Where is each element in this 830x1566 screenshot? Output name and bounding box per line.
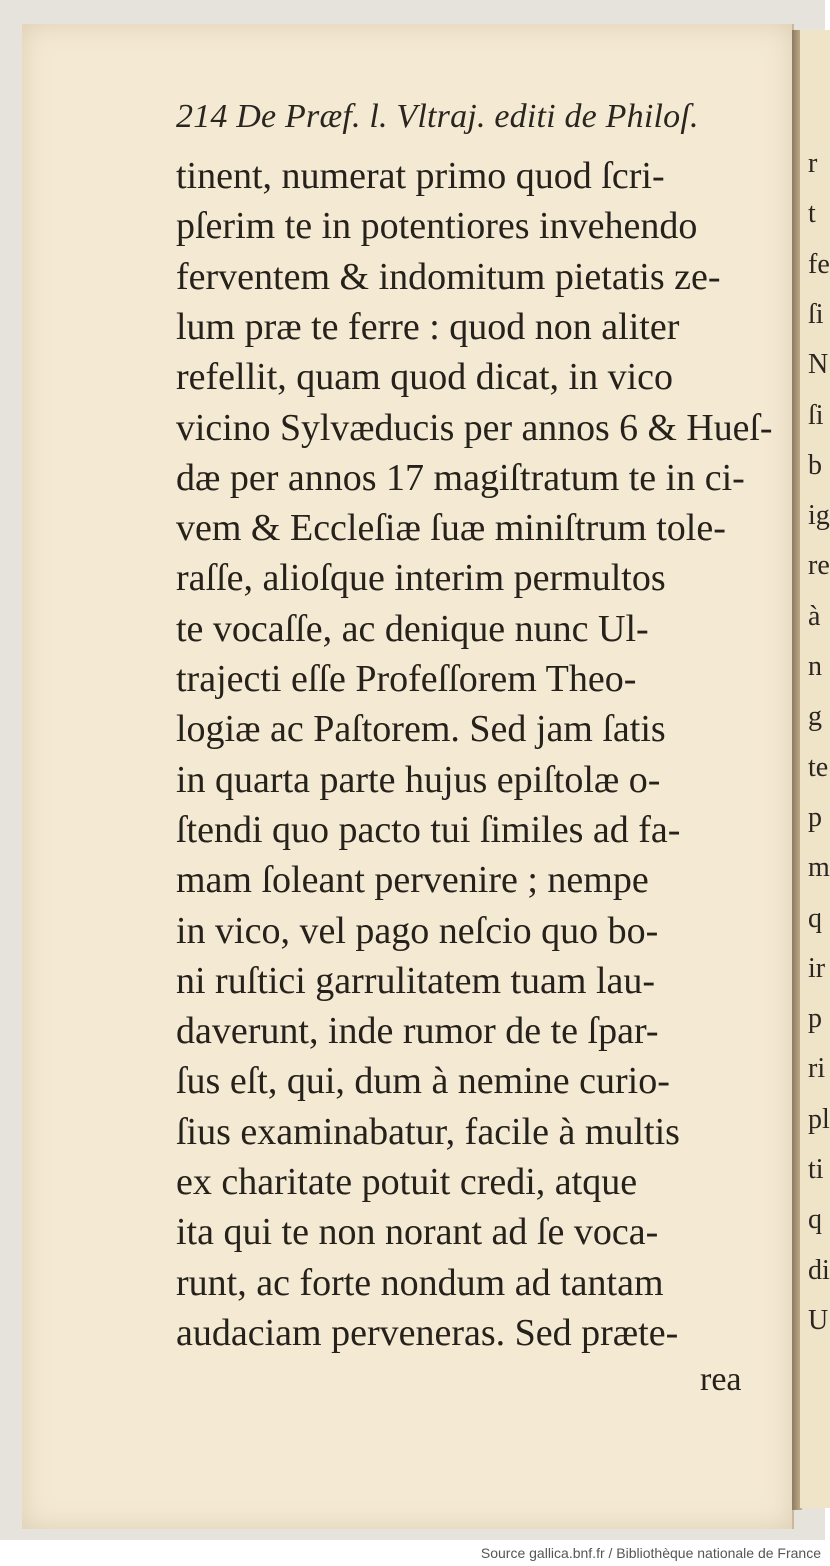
text-line: runt, ac forte nondum ad tantam (176, 1261, 664, 1304)
facing-page-fragment: te (808, 751, 829, 783)
text-line: dæ per annos 17 magiſtratum te in ci- (176, 456, 745, 499)
facing-page-fragment: N (808, 349, 829, 381)
facing-page-fragment: p (808, 801, 822, 833)
text-line: ferventem & indomitum pietatis ze- (176, 255, 721, 298)
text-line: in vico, vel pago neſcio quo bo- (176, 909, 659, 952)
facing-page-edge (800, 30, 830, 1508)
text-line: tinent, numerat primo quod ſcri- (176, 155, 665, 197)
facing-page-fragment: ti (808, 1154, 824, 1185)
text-line: ex charitate potuit credi, atque (176, 1161, 638, 1203)
text-line: te vocaſſe, ac denique nunc Ul- (176, 607, 649, 650)
running-header: 214 De Præf. l. Vltraj. editi de Philoſ. (176, 98, 699, 135)
text-line: audaciam perveneras. Sed præte- (176, 1311, 679, 1354)
facing-page-fragment: à (808, 600, 821, 632)
text-line: ſtendi quo pacto tui ſimiles ad fa- (176, 808, 681, 851)
text-line: mam ſoleant pervenire ; nempe (176, 859, 649, 902)
text-line: daverunt, inde rumor de te ſpar- (176, 1010, 659, 1053)
facing-page-fragment: ir (808, 952, 826, 984)
facing-page-fragment: q (808, 1204, 822, 1236)
text-line: logiæ ac Paſtorem. Sed jam ſatis (176, 708, 666, 751)
catchword: rea (700, 1361, 742, 1398)
facing-page-fragment: b (808, 449, 822, 481)
facing-page-fragment: ig (808, 500, 830, 532)
facing-page-fragment: ſi (808, 298, 824, 330)
text-line: ni ruſtici garrulitatem tuam lau- (176, 959, 656, 1002)
text-line: raſſe, alioſque interim permultos (176, 557, 666, 600)
text-line: vicino Sylvæducis per annos 6 & Hueſ- (176, 406, 773, 449)
facing-page-fragment: n (808, 651, 822, 682)
text-line: ſius examinabatur, facile à multis (176, 1110, 680, 1153)
facing-page-fragment: ri (808, 1053, 826, 1085)
text-line: refellit, quam quod dicat, in vico (176, 356, 674, 399)
facing-page-fragment: m (808, 852, 830, 884)
facing-page-fragment: t (808, 198, 816, 230)
facing-page-fragment: p (808, 1003, 822, 1035)
facing-page-fragment: q (808, 902, 822, 934)
text-line: ita qui te non norant ad ſe voca- (176, 1211, 659, 1254)
facing-page-fragment: re (808, 550, 830, 582)
facing-page-fragment: ſi (808, 399, 824, 431)
text-line: vem & Eccleſiæ ſuæ miniſtrum tole- (176, 507, 726, 550)
text-line: in quarta parte hujus epiſtolæ o- (176, 758, 661, 801)
facing-page-fragment: g (808, 701, 822, 733)
facing-page-fragment: fe (808, 248, 830, 280)
facing-page-fragment: pl (808, 1103, 830, 1135)
text-line: trajecti eſſe Profeſſorem Theo- (176, 658, 637, 700)
text-line: lum præ te ferre : quod non aliter (176, 305, 680, 348)
facing-page-fragment: r (808, 148, 818, 179)
text-line: ſus eſt, qui, dum à nemine curio- (176, 1060, 670, 1103)
facing-page-fragment: U (808, 1304, 829, 1336)
text-line: pſerim te in potentiores invehendo (176, 205, 698, 248)
source-attribution: Source gallica.bnf.fr / Bibliothèque nationale de France (480, 1545, 821, 1561)
facing-page-fragment: di (808, 1254, 830, 1286)
